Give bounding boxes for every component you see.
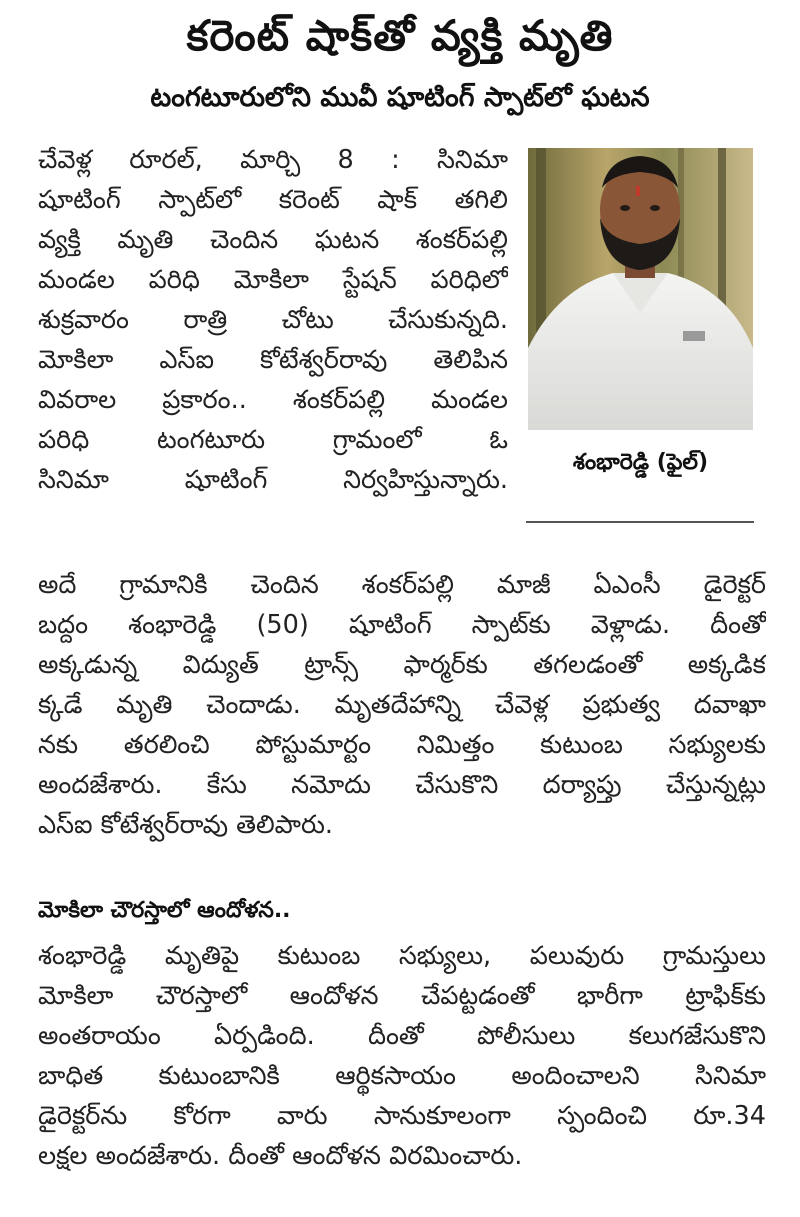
paragraph-line: శుక్రవారం రాత్రి చోటు చేసుకున్నది. — [38, 305, 508, 335]
paragraph-line: వ్యక్తి మృతి చెందిన ఘటన శంకర్‌పల్లి — [38, 225, 508, 255]
headline: కరెంట్ షాక్‌తో వ్యక్తి మృతి — [186, 11, 614, 60]
paragraph-line: పరిధి టంగటూరు గ్రామంలో ఓ — [38, 425, 508, 455]
paragraph-line: సినిమా షూటింగ్ నిర్వహిస్తున్నారు. — [38, 465, 508, 495]
paragraph-details — [38, 565, 766, 845]
paragraph-line: బాధిత కుటుంబానికి ఆర్థికసాయం అందించాలని సినిమా — [38, 1061, 766, 1091]
photo-caption: శంభారెడ్డి (ఫైల్) — [572, 450, 709, 475]
paragraph-line: అక్కడున్న విద్యుత్ ట్రాన్స్ ఫార్మర్‌కు తగలడంతో అక్కడిక — [38, 650, 766, 680]
section-heading: మోకిలా చౌరస్తాలో ఆందోళన.. — [38, 898, 291, 923]
caption-divider — [526, 521, 754, 523]
news-photo — [528, 148, 753, 430]
paragraph-protest — [38, 936, 766, 1176]
paragraph-intro — [38, 140, 508, 500]
portrait-image — [528, 148, 753, 430]
paragraph-line: అందజేశారు. కేసు నమోదు చేసుకొని దర్యాప్తు చేస్తున్నట్లు — [38, 770, 766, 800]
paragraph-line: నకు తరలించి పోస్టుమార్టం నిమిత్తం కుటుంబ సభ్యులకు — [38, 730, 766, 760]
paragraph-line: బద్దం శంభారెడ్డి (50) షూటింగ్ స్పాట్‌కు వెళ్లాడు. దీంతో — [38, 610, 766, 640]
paragraph-line: డైరెక్టర్‌ను కోరగా వారు సానుకూలంగా స్పందించి రూ.34 — [38, 1101, 766, 1131]
paragraph-line: వివరాల ప్రకారం.. శంకర్‌పల్లి మండల — [38, 385, 508, 415]
paragraph-line: మండల పరిధి మోకిలా స్టేషన్ పరిధిలో — [38, 265, 508, 295]
paragraph-line: శంభారెడ్డి మృతిపై కుటుంబ సభ్యులు, పలువురు గ్రామస్తులు — [38, 941, 766, 971]
paragraph-line: క్కడే మృతి చెందాడు. మృతదేహాన్ని చేవెళ్ల ప్రభుత్వ దవాఖా — [38, 690, 766, 720]
paragraph-line: మోకిలా ఎస్ఐ కోటేశ్వర్‌రావు తెలిపిన — [38, 345, 508, 375]
paragraph-line: చేవెళ్ల రూరల్, మార్చి 8 : సినిమా — [38, 145, 508, 175]
paragraph-line: అదే గ్రామానికి చెందిన శంకర్‌పల్లి మాజీ ఏఎంసీ డైరెక్టర్ — [38, 570, 766, 600]
paragraph-line: అంతరాయం ఏర్పడింది. దీంతో పోలీసులు కలుగజేసుకొని — [38, 1021, 766, 1051]
subheadline: టంగటూరులోని మువీ షూటింగ్ స్పాట్‌లో ఘటన — [150, 82, 650, 113]
paragraph-line: మోకిలా చౌరస్తాలో ఆందోళన చేపట్టడంతో భారీగా ట్రాఫిక్‌కు — [38, 981, 766, 1011]
paragraph-line: ఎస్ఐ కోటేశ్వర్‌రావు తెలిపారు. — [38, 810, 334, 840]
paragraph-line: లక్షల అందజేశారు. దీంతో ఆందోళన విరమించారు. — [38, 1141, 523, 1171]
paragraph-line: షూటింగ్ స్పాట్‌లో కరెంట్ షాక్ తగిలి — [38, 185, 508, 215]
